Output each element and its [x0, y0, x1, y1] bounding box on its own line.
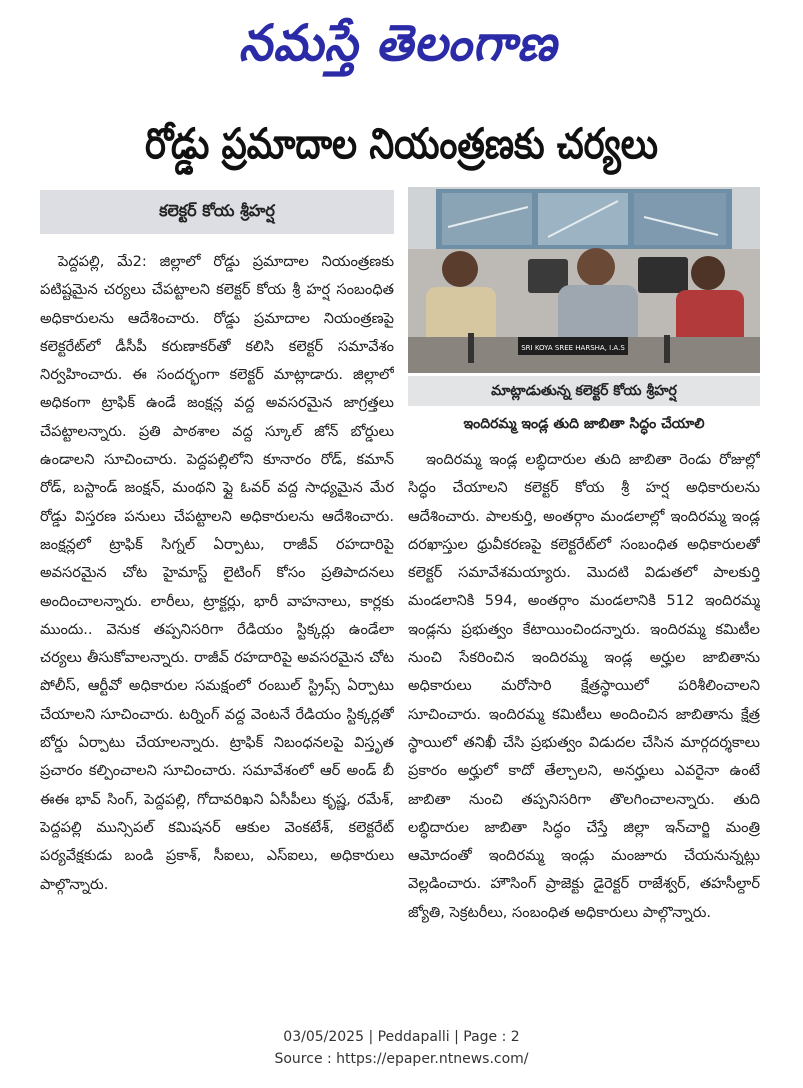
masthead-logo: నమస్తే తెలంగాణ — [235, 13, 568, 72]
article-byline: కలెక్టర్ కోయ శ్రీహర్ష — [159, 200, 275, 220]
photo-caption: మాట్లాడుతున్న కలెక్టర్ కోయ శ్రీహర్ష — [408, 376, 760, 406]
meeting-photo-illustration — [408, 187, 760, 373]
left-article-column — [40, 248, 394, 1000]
page-footer — [0, 1026, 803, 1070]
right-article-text: ఇందిరమ్మ ఇండ్ల లబ్ధిదారుల తుది జాబితా రెండు రోజుల్లో సిద్ధం చేయాలని కలెక్టర్ కోయ శ్రీ హర్ష అధికారులను ఆదేశించారు. పాలకుర్తి, అంతర్గాం మండలాల్లో ఇందిరమ్మ ఇండ్ల దరఖాస్తుల ధ్రువీకరణపై కలెక్టరేట్‌లో సంబంధిత అధికారులతో కలెక్టర్ సమావేశమయ్యారు. మొదటి విడుతలో పాలకుర్తి మండలానికి 594, అంతర్గాం మండలానికి 512 ఇందిరమ్మ ఇండ్లను ప్రభుత్వం కేటాయించిందన్నారు. ఇందిరమ్మ కమిటీల నుంచి సేకరించిన ఇందిరమ్మ ఇండ్ల అర్హుల జాబితాను అధికారులు మరోసారి క్షేత్రస్థాయిలో పరిశీలించాలని సూచించారు. ఇందిరమ్మ కమిటీలు అందించిన జాబితాను క్షేత్ర స్థాయిలో తనిఖీ చేసి ప్రభుత్వం విడుదల చేసిన మార్గదర్శకాలు ప్రకారం అర్హులో కాదో తేల్చాలని, అనర్హులు ఎవరైనా ఉంటే జాబితా నుంచి తప్పనిసరిగా తొలగించాలన్నారు. తుది లబ్ధిదారుల జాబితా సిద్ధం చేస్తే జిల్లా ఇన్‌చార్జి మంత్రి ఆమోదంతో ఇందిరమ్మ ఇండ్లు మంజూరు చేయనున్నట్లు వెల్లడించారు. హౌసింగ్ ప్రాజెక్టు డైరెక్టర్ రాజేశ్వర్, తహసీల్దార్ జ్యోతి, సెక్రటరీలు, సంబంధిత అధికారులు పాల్గొన్నారు. — [408, 451, 760, 921]
article-headline: రోడ్డు ప్రమాదాల నియంత్రణకు చర్యలు — [144, 119, 658, 168]
right-article-subhead: ఇందిరమ్మ ఇండ్ల తుది జాబితా సిద్ధం చేయాలి — [463, 416, 705, 432]
byline-box — [40, 190, 394, 234]
nameplate-text: SRI KOYA SREE HARSHA, I.A.S — [521, 344, 625, 352]
meeting-photo — [408, 187, 760, 373]
footer-source-line[interactable]: Source : https://epaper.ntnews.com/ — [274, 1051, 529, 1067]
newspaper-masthead — [0, 8, 803, 78]
footer-date-line: 03/05/2025 | Peddapalli | Page : 2 — [283, 1029, 520, 1045]
left-article-text: పెద్దపల్లి, మే2: జిల్లాలో రోడ్డు ప్రమాదాల నియంత్రణకు పటిష్టమైన చర్యలు చేపట్టాలని కలెక్టర్ కోయ శ్రీ హర్ష సంబంధిత అధికారులను ఆదేశించారు. రోడ్డు ప్రమాదాల నియంత్రణపై కలెక్టరేట్‌లో డీసీపీ కరుణాకర్‌తో కలిసి కలెక్టర్ సమావేశం నిర్వహించారు. ఈ సందర్భంగా కలెక్టర్ మాట్లాడారు. జిల్లాలో అధికంగా ట్రాఫిక్ ఉండే జంక్షన్ల వద్ద అవసరమైన జాగ్రత్తలు చేపట్టాలన్నారు. ప్రతి పాఠశాల వద్ద స్కూల్ జోన్ బోర్డులు ఉండాలని సూచించారు. పెద్దపల్లిలోని కూనారం రోడ్, కమాన్ రోడ్, బస్టాండ్ జంక్షన్, మంథని ఫ్లై ఓవర్ వద్ద సాధ్యమైన మేర రోడ్డు విస్తరణ పనులు చేపట్టాలని అధికారులను ఆదేశించారు. జంక్షన్లలో ట్రాఫిక్ సిగ్నల్ ఏర్పాటు, రాజీవ్ రహదారిపై అవసరమైన చోట హైమాస్ట్ లైటింగ్ కోసం ప్రతిపాదనలు అందించాలన్నారు. లారీలు, ట్రాక్టర్లు, భారీ వాహనాలు, కార్లకు ముందు.. వెనుక తప్పనిసరిగా రేడియం స్టిక్కర్లు ఉండేలా చర్యలు తీసుకోవాలన్నారు. రాజీవ్ రహదారిపై అవసరమైన చోట పోలీస్, ఆర్టీవో అధికారుల సమక్షంలో రంబుల్ స్ట్రిప్స్ ఏర్పాటు చేయాలని సూచించారు. టర్నింగ్ వద్ద వెంటనే రేడియం స్టిక్కర్లతో బోర్డు ఏర్పాటు చేయాలన్నారు. ట్రాఫిక్ నిబంధనలపై విస్తృత ప్రచారం కల్పించాలని సూచించారు. సమావేశంలో ఆర్ అండ్ బీ ఈఈ భావ్ సింగ్, పెద్దపల్లి, గోదావరిఖని ఏసీపీలు కృష్ణ, రమేశ్, పెద్దపల్లి మున్సిపల్ కమిషనర్ ఆకుల వెంకటేశ్, కలెక్టరేట్ పర్యవేక్షకుడు బండి ప్రకాశ్, సీఐలు, ఎస్ఐలు, అధికారులు పాల్గొన్నారు. — [40, 253, 394, 893]
right-article-column — [408, 446, 760, 1002]
